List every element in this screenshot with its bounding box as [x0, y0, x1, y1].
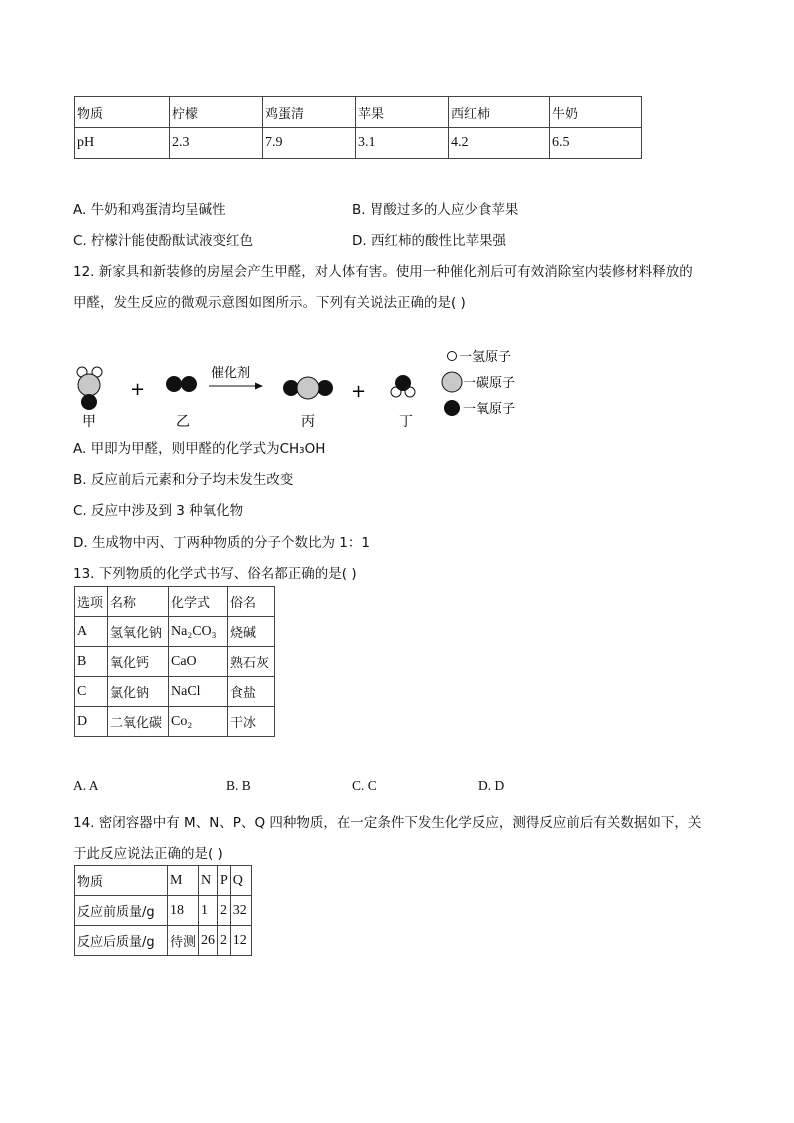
table-cell: 物质 [75, 866, 168, 896]
table-cell: 3.1 [356, 128, 449, 159]
table-cell: P [218, 866, 231, 896]
table-cell: C [75, 677, 108, 707]
table-cell: N [199, 866, 218, 896]
table-cell: 氧化钙 [108, 647, 169, 677]
plus-sign: + [130, 379, 146, 400]
q13-option-d: D. D [478, 778, 505, 793]
table-cell: 26 [199, 926, 218, 956]
table-cell: 干冰 [228, 707, 275, 737]
table-cell: 2 [218, 896, 231, 926]
table-cell: 6.5 [550, 128, 642, 159]
table-cell: 待测 [168, 926, 199, 956]
q13-option-a: A. A [73, 778, 99, 793]
table-cell: M [168, 866, 199, 896]
table-cell: NaCl [169, 677, 228, 707]
q13-option-c: C. C [352, 778, 377, 793]
q11-option-c: C. 柠檬汁能使酚酞试液变红色 [73, 233, 254, 249]
q13-stem: 13. 下列物质的化学式书写、俗名都正确的是( ) [73, 566, 357, 582]
table-cell: Co₂ [169, 707, 228, 737]
table-cell: 反应前质量/g [75, 896, 168, 926]
table-cell: 氯化钠 [108, 677, 169, 707]
molecule-ding [391, 375, 415, 397]
table-row [75, 677, 275, 707]
table-cell: CaO [169, 647, 228, 677]
table-cell: 选项 [75, 587, 108, 617]
table-cell: 32 [230, 896, 251, 926]
table-cell: 牛奶 [550, 97, 642, 128]
molecule-bing [283, 377, 333, 399]
table-row [75, 707, 275, 737]
table-cell: 反应后质量/g [75, 926, 168, 956]
table-cell: 18 [168, 896, 199, 926]
table-cell: 2 [218, 926, 231, 956]
legend-hydrogen: 一氢原子 [459, 350, 512, 365]
table-row [75, 587, 275, 617]
molecule-jia [77, 367, 102, 410]
table-cell: 俗名 [228, 587, 275, 617]
legend-oxygen: 一氧原子 [463, 402, 516, 417]
table-cell: B [75, 647, 108, 677]
table-cell: 4.2 [449, 128, 550, 159]
q14-table [74, 865, 252, 956]
q14-stem-line1: 14. 密闭容器中有 M、N、P、Q 四种物质，在一定条件下发生化学反应，测得反应前后有关数据如下，关 [73, 815, 702, 831]
table-cell: 烧碱 [228, 617, 275, 647]
table-row [75, 617, 275, 647]
table-cell: Na₂CO₃ [169, 617, 228, 647]
table-cell: 名称 [108, 587, 169, 617]
table-row [75, 647, 275, 677]
q12-option-a: A. 甲即为甲醛，则甲醛的化学式为CH₃OH [73, 441, 326, 457]
ph-table [74, 96, 642, 159]
q11-option-b: B. 胃酸过多的人应少食苹果 [352, 202, 519, 218]
q13-table [74, 586, 275, 737]
table-row [75, 866, 252, 896]
table-cell: 7.9 [263, 128, 356, 159]
table-row [75, 896, 252, 926]
table-cell: 二氧化碳 [108, 707, 169, 737]
q12-stem-line2: 甲醛，发生反应的微观示意图如图所示。下列有关说法正确的是( ) [73, 295, 466, 311]
table-cell: 食盐 [228, 677, 275, 707]
catalyst-label: 催化剂 [211, 366, 251, 381]
reaction-diagram [66, 345, 526, 435]
table-cell: 12 [230, 926, 251, 956]
table-cell: 鸡蛋清 [263, 97, 356, 128]
table-row [75, 97, 642, 128]
molecule-yi [166, 376, 197, 392]
legend [442, 350, 515, 417]
table-cell: 化学式 [169, 587, 228, 617]
table-row [75, 128, 642, 159]
legend-carbon: 一碳原子 [463, 376, 516, 391]
label-jia: 甲 [82, 414, 96, 430]
q11-option-d: D. 西红柿的酸性比苹果强 [352, 233, 506, 249]
q13-option-b: B. B [226, 778, 251, 793]
label-ding: 丁 [399, 414, 413, 430]
q12-option-c: C. 反应中涉及到 3 种氧化物 [73, 503, 244, 519]
table-cell: D [75, 707, 108, 737]
q11-option-a: A. 牛奶和鸡蛋清均呈碱性 [73, 202, 226, 218]
plus-sign: + [351, 381, 367, 402]
table-row [75, 926, 252, 956]
label-yi: 乙 [176, 414, 190, 430]
table-cell: 物质 [75, 97, 170, 128]
q12-option-d: D. 生成物中丙、丁两种物质的分子个数比为 1：1 [73, 535, 370, 551]
table-cell: 柠檬 [170, 97, 263, 128]
label-bing: 丙 [301, 414, 315, 430]
q14-stem-line2: 于此反应说法正确的是( ) [73, 846, 223, 862]
table-cell: 2.3 [170, 128, 263, 159]
table-cell: 西红柿 [449, 97, 550, 128]
q12-stem-line1: 12. 新家具和新装修的房屋会产生甲醛，对人体有害。使用一种催化剂后可有效消除室内装修材料释放的 [73, 264, 693, 280]
table-cell: 苹果 [356, 97, 449, 128]
table-cell: Q [230, 866, 251, 896]
table-cell: pH [75, 128, 170, 159]
q12-option-b: B. 反应前后元素和分子均未发生改变 [73, 472, 294, 488]
table-cell: 熟石灰 [228, 647, 275, 677]
table-cell: 氢氧化钠 [108, 617, 169, 647]
reaction-arrow-icon [209, 383, 263, 390]
table-cell: A [75, 617, 108, 647]
table-cell: 1 [199, 896, 218, 926]
